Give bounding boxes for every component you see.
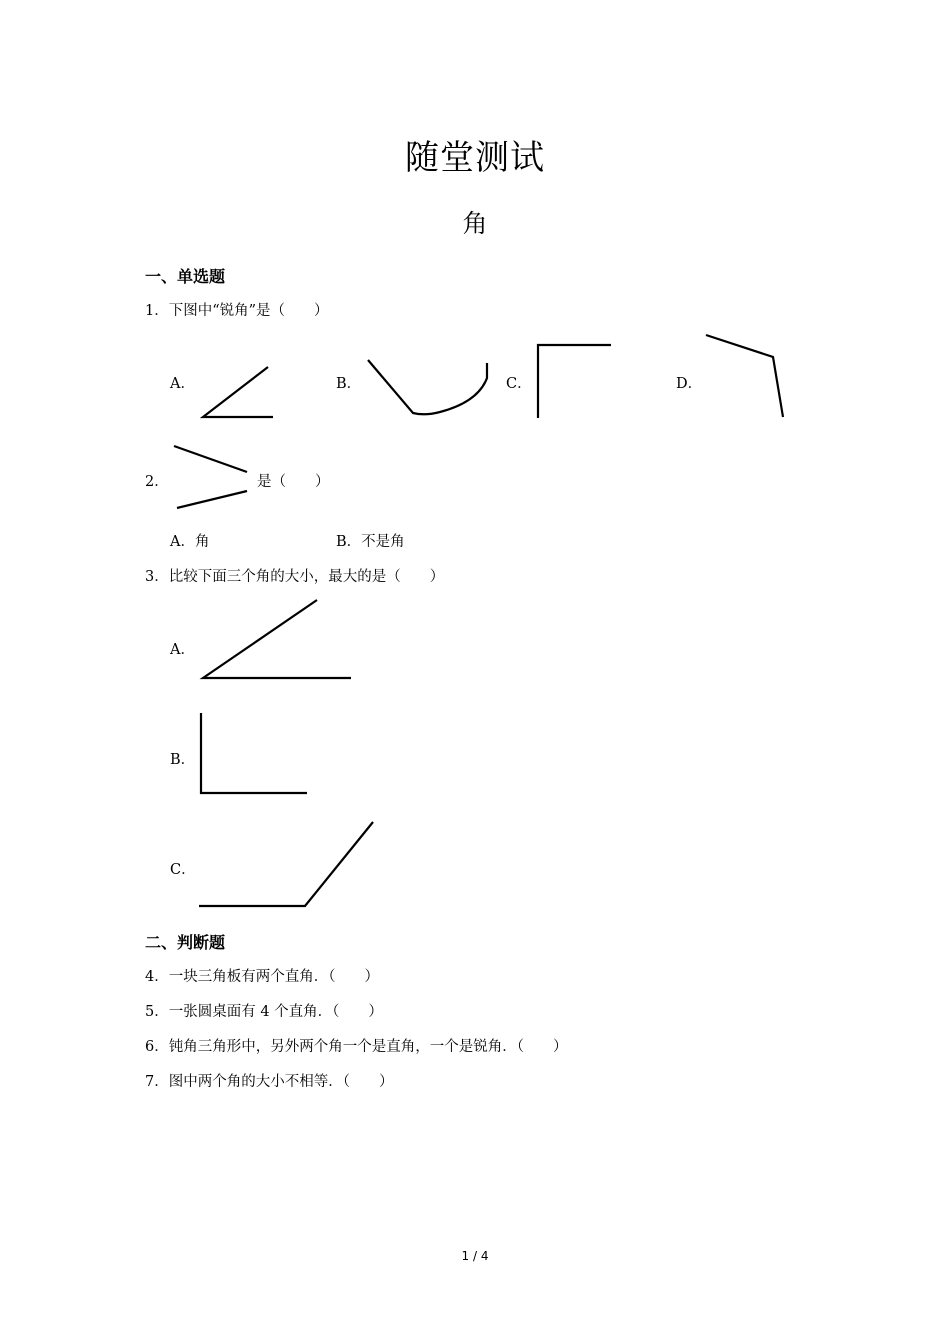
section-heading-single-choice: 一、单选题	[145, 267, 226, 286]
q3-angle-c	[199, 822, 373, 906]
question-7-text: 7．图中两个角的大小不相等．（ ）	[145, 1074, 394, 1090]
document-title: 随堂测试	[405, 138, 545, 178]
q1-angle-c	[538, 345, 611, 418]
question-1-option-a-label: A．	[170, 376, 195, 392]
question-2-number: 2．	[145, 474, 169, 490]
page-number: 1 / 4	[461, 1249, 489, 1263]
q3-angle-b	[201, 713, 307, 793]
document-subtitle: 角	[462, 209, 488, 238]
question-1-option-d-label: D．	[676, 376, 703, 392]
question-1-option-b-label: B．	[336, 376, 362, 392]
question-5-text: 5．一张圆桌面有 4 个直角．（ ）	[145, 1004, 383, 1020]
question-2-option-b: B．不是角	[336, 534, 405, 550]
section-heading-true-false: 二、判断题	[145, 933, 226, 952]
q1-angle-a	[203, 367, 273, 417]
q2-line-upper	[174, 446, 247, 472]
question-2-option-a: A．角	[170, 534, 210, 550]
question-2-text: 是（ ）	[257, 474, 330, 490]
q1-figure-b	[368, 360, 487, 414]
question-6-text: 6．钝角三角形中，另外两个角一个是直角，一个是锐角．（ ）	[145, 1039, 568, 1055]
q3-angle-a	[203, 600, 351, 678]
question-3-option-b-label: B．	[170, 752, 196, 768]
question-3-text: 3．比较下面三个角的大小，最大的是（ ）	[145, 569, 445, 585]
q1-angle-d	[706, 335, 783, 417]
q2-line-lower	[177, 491, 247, 508]
question-1-text: 1．下图中“锐角”是（ ）	[145, 303, 329, 319]
question-4-text: 4．一块三角板有两个直角．（ ）	[145, 969, 379, 985]
question-1-option-c-label: C．	[506, 376, 532, 392]
question-3-option-a-label: A．	[170, 642, 195, 658]
question-3-option-c-label: C．	[170, 862, 196, 878]
